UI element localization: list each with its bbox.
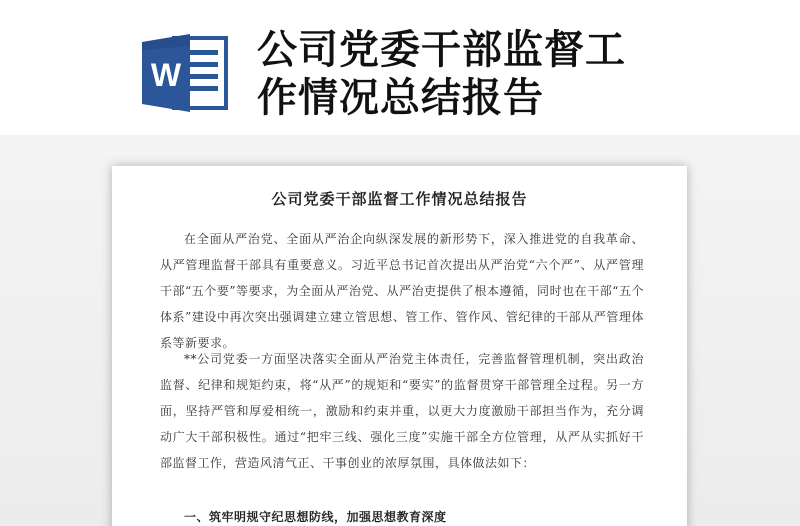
document-title: 公司党委干部监督工作情况总结报告	[271, 190, 528, 208]
hero-title-line-1: 公司党委干部监督工	[257, 27, 626, 73]
hero-title	[257, 26, 677, 122]
document-page	[112, 166, 687, 526]
word-document-icon	[140, 32, 232, 114]
hero-title-line-2: 作情况总结报告	[257, 75, 544, 121]
section-heading-1: 一、筑牢明规守纪思想防线，加强思想教育深度	[184, 510, 447, 524]
paragraph-1: 在全面从严治党、全面从严治企向纵深发展的新形势下，深入推进党的自我革命、从严管理监督干部具有重要意义。习近平总书记首次提出从严治党“六个严”、从严管理干部“五个要”等要求，为全面从严治党、从严治吏提供了根本遵循，同时也在干部“五个体系”建设中再次突出强调建立建立管思想、管工作、管作风、管纪律的干部从严管理体系等新要求。	[160, 232, 644, 350]
header-banner	[0, 0, 800, 135]
word-icon-letter: W	[150, 57, 182, 93]
paragraph-2: **公司党委一方面坚决落实全面从严治党主体责任，完善监督管理机制，突出政治监督、纪律和规矩约束，将“从严”的规矩和“要实”的监督贯穿干部管理全过程。另一方面，坚持严管和厚爱相统一，激励和约束并重，以更大力度激励干部担当作为，充分调动广大干部积极性。通过“把牢三线、强化三度”实施干部全方位管理，从严从实抓好干部监督工作，营造风清气正、干事创业的浓厚氛围，具体做法如下：	[160, 352, 644, 470]
